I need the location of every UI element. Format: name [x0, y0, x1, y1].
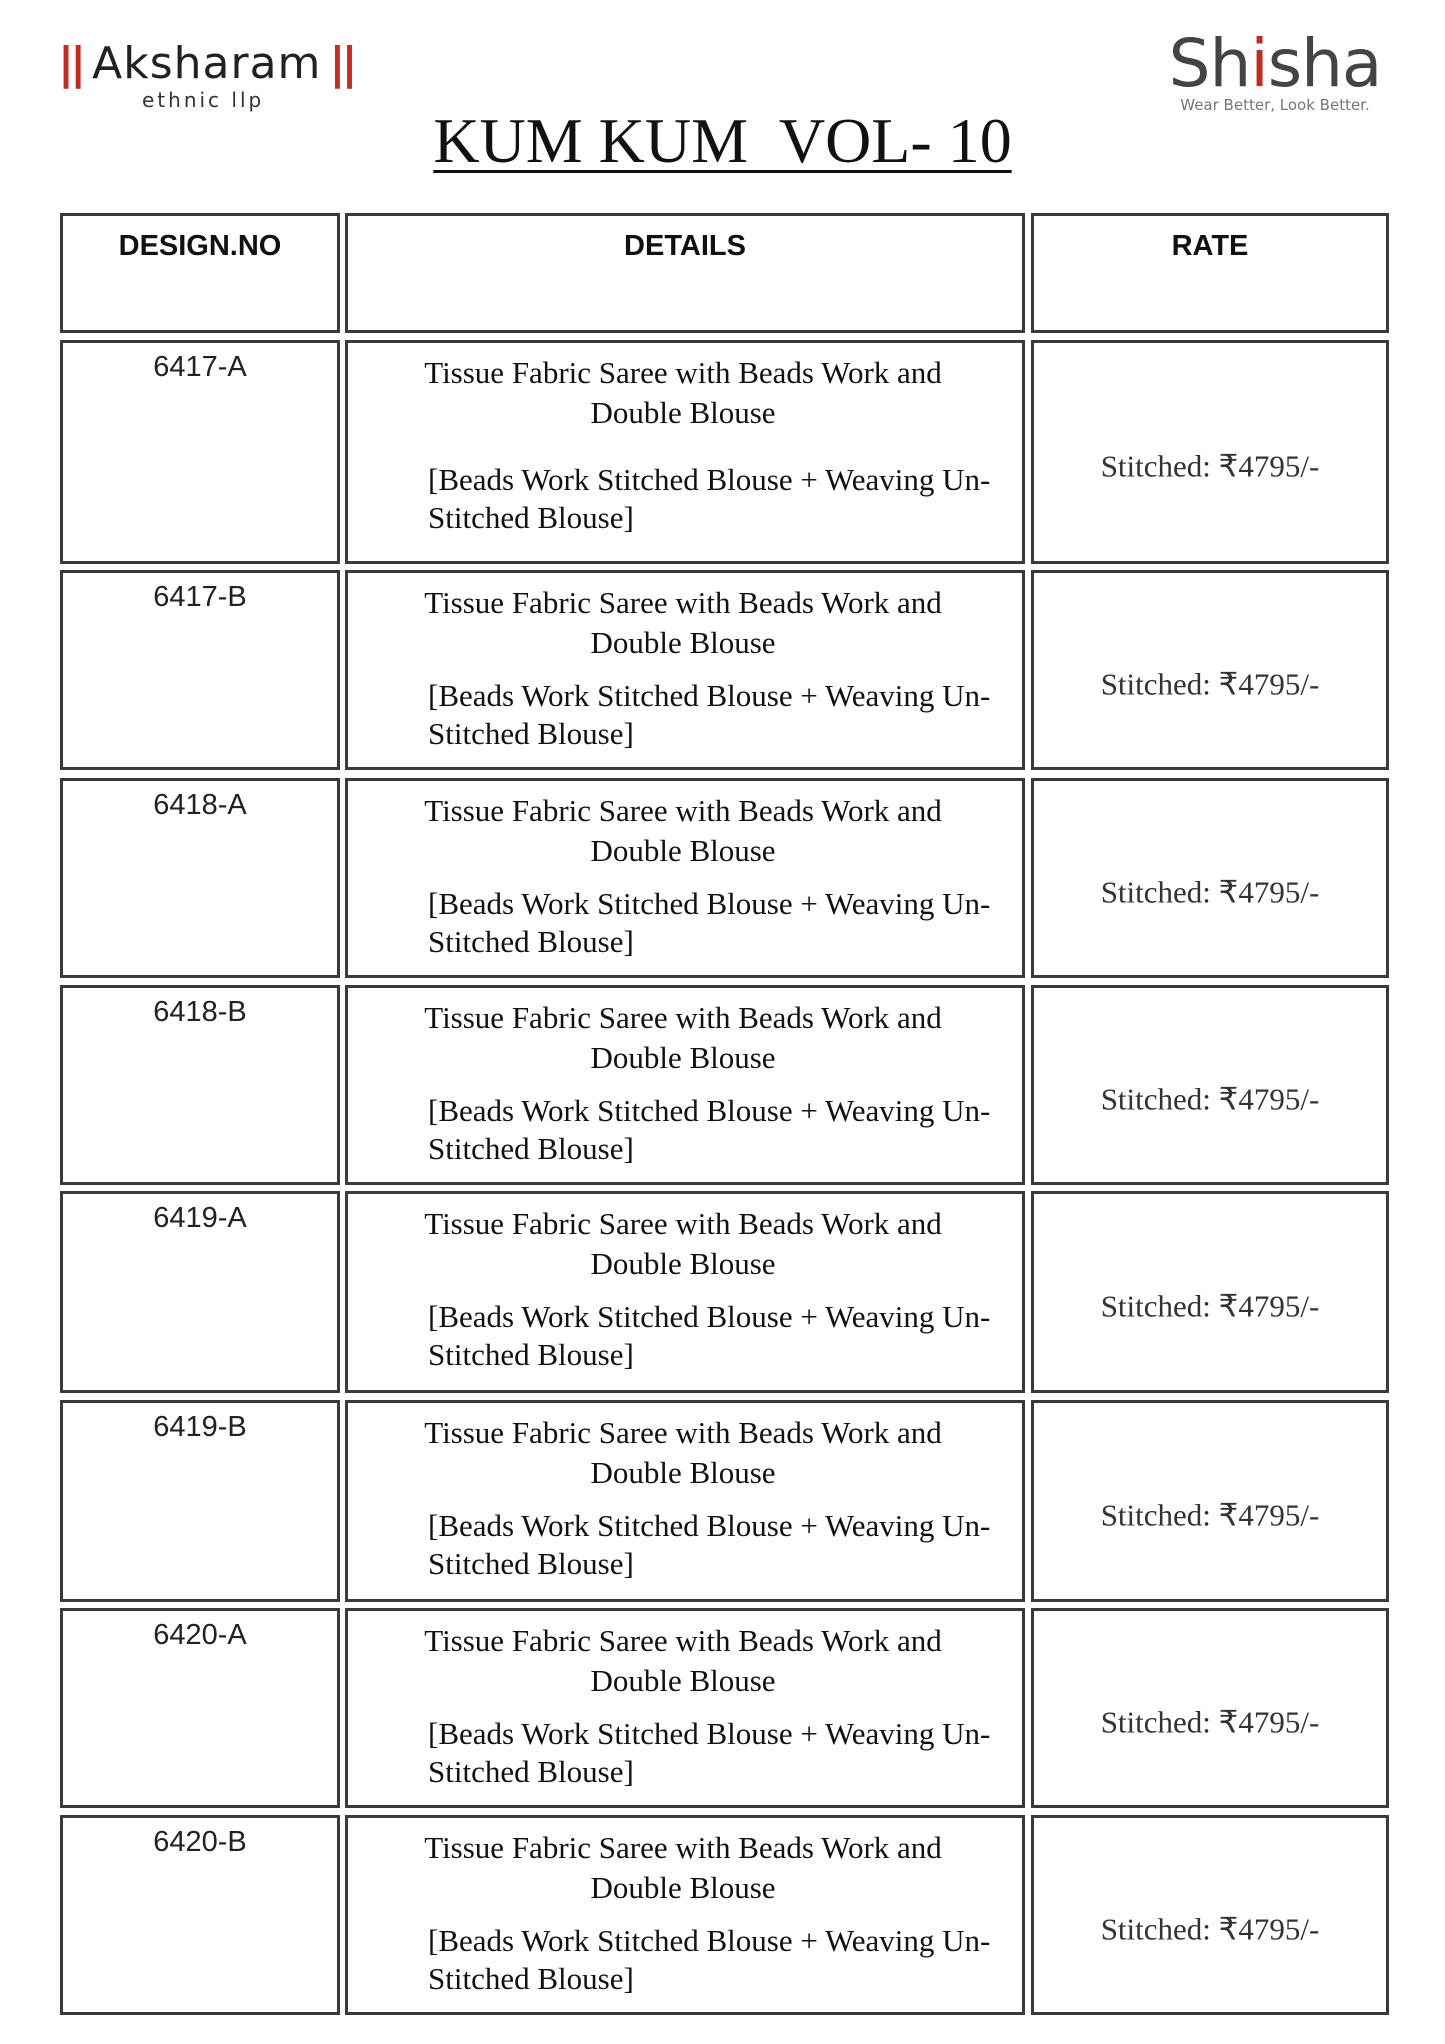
- details-sub-text: [Beads Work Stitched Blouse + Weaving Un-Stitched Blouse]: [428, 886, 991, 959]
- rate-cell: [1031, 1815, 1389, 2015]
- details-main-text: Tissue Fabric Saree with Beads Work and Double Blouse: [424, 1415, 942, 1490]
- shisha-logo-tagline: Wear Better, Look Better.: [1180, 96, 1370, 114]
- design-no-cell: 6420-A: [60, 1608, 340, 1808]
- details-sub-text: [Beads Work Stitched Blouse + Weaving Un-Stitched Blouse]: [428, 1299, 991, 1372]
- aksharam-logo-name: Aksharam: [92, 38, 322, 89]
- details-cell: [345, 1191, 1025, 1393]
- catalog-title: KUM KUM VOL- 10: [433, 105, 1012, 176]
- details-cell: [345, 570, 1025, 770]
- logo-bars-left: ||: [58, 38, 83, 89]
- details-cell: [345, 1608, 1025, 1808]
- details-main-text: Tissue Fabric Saree with Beads Work and Double Blouse: [424, 1623, 942, 1698]
- logo-bars-right: ||: [329, 38, 354, 89]
- rate-value: Stitched: ₹4795/-: [1100, 1497, 1320, 1533]
- details-sub-text: [Beads Work Stitched Blouse + Weaving Un-Stitched Blouse]: [428, 678, 991, 751]
- design-no-cell: 6419-B: [60, 1400, 340, 1602]
- shisha-logo-wordmark: Shisha: [1168, 25, 1382, 102]
- details-cell: [345, 778, 1025, 978]
- details-main-text: Tissue Fabric Saree with Beads Work and Double Blouse: [424, 355, 942, 430]
- design-no-cell: 6417-B: [60, 570, 340, 770]
- design-no-cell: 6417-A: [60, 340, 340, 564]
- details-cell: [345, 1400, 1025, 1602]
- aksharam-logo-wordmark: [58, 38, 354, 89]
- design-no-cell: 6418-A: [60, 778, 340, 978]
- rate-value: Stitched: ₹4795/-: [1100, 1288, 1320, 1324]
- header-details: DETAILS: [345, 213, 1025, 333]
- rate-value: Stitched: ₹4795/-: [1100, 874, 1320, 910]
- details-sub-text: [Beads Work Stitched Blouse + Weaving Un-Stitched Blouse]: [428, 1508, 991, 1581]
- details-sub-text: [Beads Work Stitched Blouse + Weaving Un-Stitched Blouse]: [428, 1923, 991, 1996]
- rate-cell: [1031, 1400, 1389, 1602]
- details-main-text: Tissue Fabric Saree with Beads Work and Double Blouse: [424, 1206, 942, 1281]
- rate-cell: [1031, 340, 1389, 564]
- rate-cell: [1031, 985, 1389, 1185]
- details-main-text: Tissue Fabric Saree with Beads Work and Double Blouse: [424, 585, 942, 660]
- rate-value: Stitched: ₹4795/-: [1100, 666, 1320, 702]
- details-sub-text: [Beads Work Stitched Blouse + Weaving Un-Stitched Blouse]: [428, 1716, 991, 1789]
- design-no-cell: 6419-A: [60, 1191, 340, 1393]
- design-no-cell: 6418-B: [60, 985, 340, 1185]
- header-rate: RATE: [1031, 213, 1389, 333]
- rate-value: Stitched: ₹4795/-: [1100, 1081, 1320, 1117]
- header-design-no: DESIGN.NO: [60, 213, 340, 333]
- rate-value: Stitched: ₹4795/-: [1100, 1911, 1320, 1947]
- catalog-title-wrap: [0, 104, 1445, 178]
- details-main-text: Tissue Fabric Saree with Beads Work and Double Blouse: [424, 1000, 942, 1075]
- details-cell: [345, 985, 1025, 1185]
- rate-value: Stitched: ₹4795/-: [1100, 1704, 1320, 1740]
- details-sub-text: [Beads Work Stitched Blouse + Weaving Un-Stitched Blouse]: [428, 462, 991, 535]
- rate-value: Stitched: ₹4795/-: [1100, 448, 1320, 484]
- rate-cell: [1031, 570, 1389, 770]
- details-sub-text: [Beads Work Stitched Blouse + Weaving Un-Stitched Blouse]: [428, 1093, 991, 1166]
- details-cell: [345, 1815, 1025, 2015]
- aksharam-logo-subtitle: ethnic llp: [142, 88, 265, 112]
- details-cell: [345, 340, 1025, 564]
- rate-cell: [1031, 1608, 1389, 1808]
- details-main-text: Tissue Fabric Saree with Beads Work and Double Blouse: [424, 1830, 942, 1905]
- rate-cell: [1031, 778, 1389, 978]
- details-main-text: Tissue Fabric Saree with Beads Work and Double Blouse: [424, 793, 942, 868]
- rate-cell: [1031, 1191, 1389, 1393]
- design-no-cell: 6420-B: [60, 1815, 340, 2015]
